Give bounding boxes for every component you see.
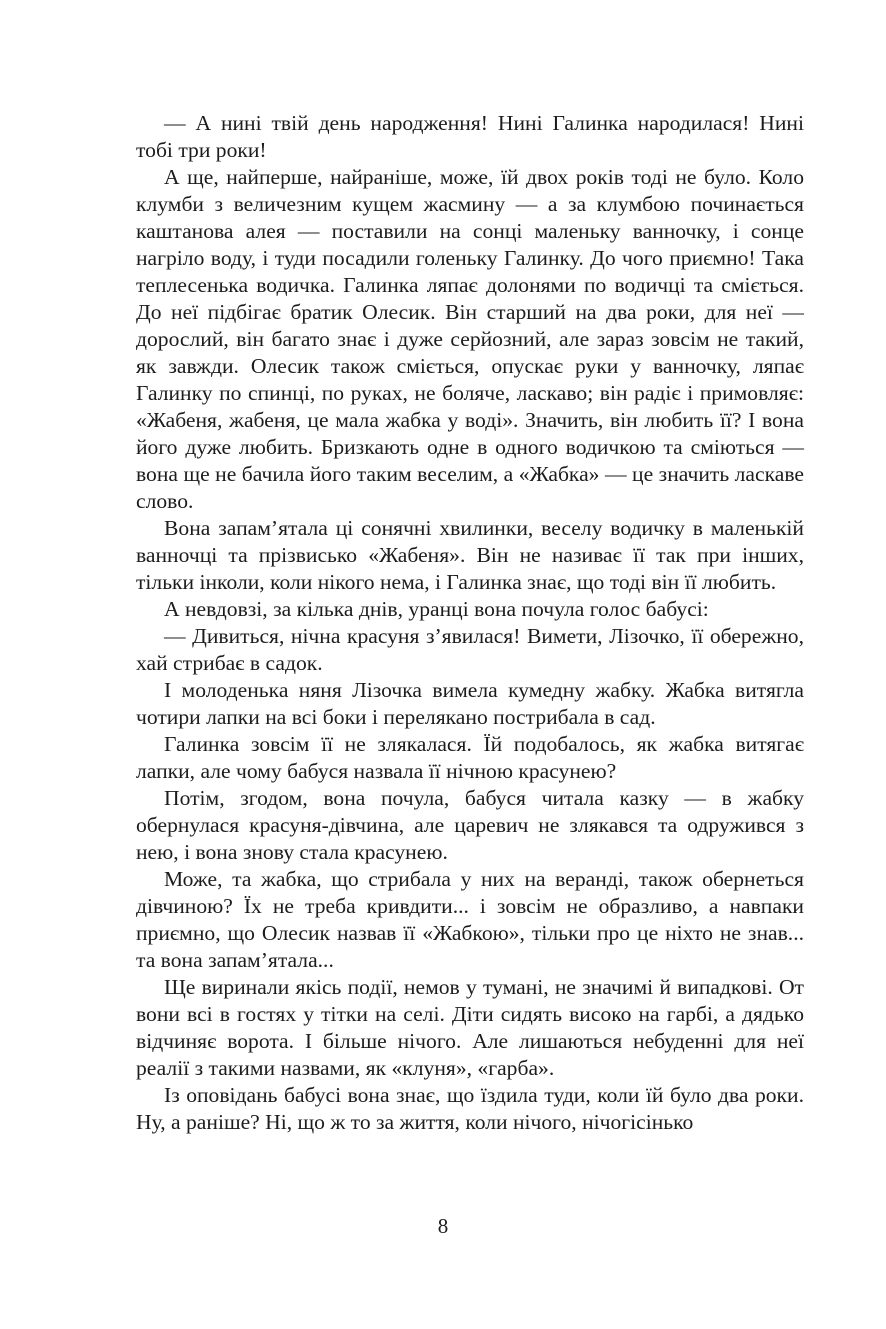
- paragraph-4: А невдовзі, за кілька днів, уранці вона почула голос бабусі:: [164, 597, 709, 621]
- paragraph-10: Ще виринали якісь події, немов у тумані, не значимі й випадкові. От вони всі в гостях у тітки на селі. Діти сидять високо на гарбі, а дядько відчиняє ворота. І більше нічого. Але лишаються небуденні для неї реалії з такими назвами, як «клуня», «гарба».: [136, 975, 804, 1080]
- paragraph-6: І молоденька няня Лізочка вимела кумедну жабку. Жабка витягла чотири лапки на всі боки і перелякано пострибала в сад.: [136, 678, 804, 729]
- page-number: 8: [437, 1214, 449, 1238]
- paragraph-2: А ще, найперше, найраніше, може, їй двох років тоді не було. Коло клумби з величезним кущем жасмину — а за клумбою починається каштанова алея — поставили на сонці маленьку ванночку, і сонце нагріло воду, і туди посадили голеньку Галинку. До чого приємно! Така теплесенька водичка. Галинка ляпає долонями по водичці та сміється. До неї підбігає братик Олесик. Він старший на два роки, для неї — дорослий, він багато знає і дуже серйозний, але зараз зовсім не такий, як завжди. Олесик також сміється, опускає руки у ванночку, ляпає Галинку по спинці, по руках, не боляче, ласкаво; він радіє і примовляє: «Жабеня, жабеня, це мала жабка у воді». Значить, він любить її? І вона його дуже любить. Бризкають одне в одного водичкою та сміються — вона ще не бачила його таким веселим, а «Жабка» — це значить ласкаве слово.: [136, 165, 804, 513]
- paragraph-8: Потім, згодом, вона почула, бабуся читала казку — в жабку обернулася красуня-дівчина, але царевич не злякався та одружився з нею, і вона знову стала красунею.: [136, 786, 804, 864]
- paragraph-5: — Дивиться, нічна красуня з’явилася! Вимети, Лізочко, її обережно, хай стрибає в садок.: [136, 624, 804, 675]
- body-text: [136, 110, 804, 1136]
- paragraph-11: Із оповідань бабусі вона знає, що їздила туди, коли їй було два роки. Ну, а раніше? Ні, що ж то за життя, коли нічого, нічогісінько: [136, 1083, 804, 1134]
- paragraph-9: Може, та жабка, що стрибала у них на веранді, також обернеться дівчиною? Їх не треба кривдити... і зовсім не образливо, а навпаки приємно, що Олесик назвав її «Жабкою», тільки про це ніхто не знав... та вона запам’ятала...: [136, 867, 804, 972]
- paragraph-3: Вона запам’ятала ці сонячні хвилинки, веселу водичку в маленькій ванночці та прізвисько «Жабеня». Він не називає її так при інших, тільки інколи, коли нікого нема, і Галинка знає, що тоді він її любить.: [136, 516, 804, 594]
- paragraph-7: Галинка зовсім її не злякалася. Їй подобалось, як жабка витягає лапки, але чому бабуся назвала її нічною красунею?: [136, 732, 804, 783]
- paragraph-1: — А нині твій день народження! Нині Галинка народилася! Нині тобі три роки!: [136, 111, 804, 162]
